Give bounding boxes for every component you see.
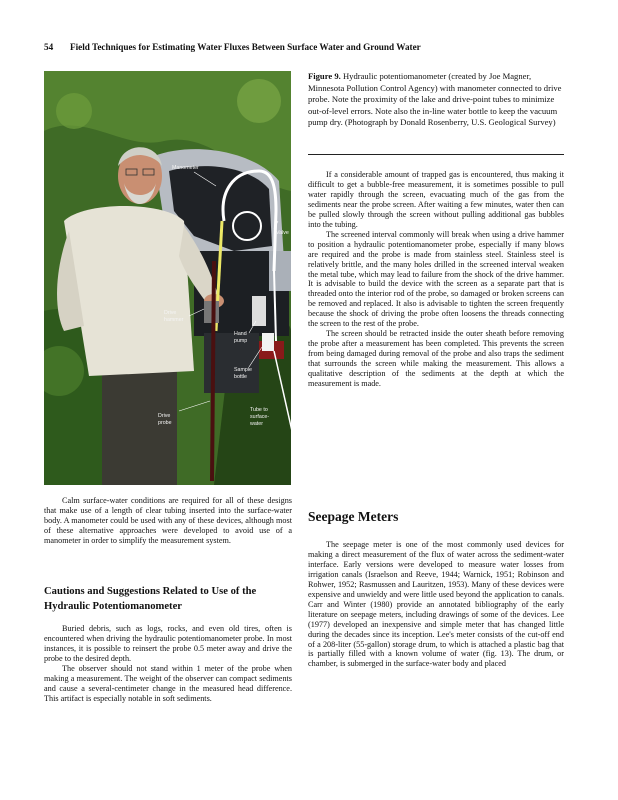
sample-bottle-body (262, 333, 274, 351)
figure-caption-text: Hydraulic potentiomanometer (created by Joe Magner, Minnesota Pollution Control Agency) with manometer connected to drive probe. Note the proximity of the lake and drive-point tubes to minimize out-of-level errors. Note also the in-line water bottle to keep the vacuum pump dry. (Photograph by Donald Rosenberry, U.S. Geological Survey) (308, 71, 562, 128)
paragraph: The seepage meter is one of the most commonly used devices for making a direct measurement of the flux of water across the sediment-water interface. Early versions were developed to measure water losses from irrigation canals (Israelson and Reeve, 1944; Warnick, 1951; Robinson and Rohwer, 1952; Rasmussen and Lauritzen, 1953). Many of these devices were expensive and unwieldy and were little used beyond the application to canals. Carr and Winter (1980) provide an annotated bibliography of the early literature on seepage meters, including drawings of some of the devices. Lee (1977) developed an inexpensive and simple meter that has changed little during the decades since its inception. Lee's meter consists of the cut-off end of a 208-liter (55-gallon) storage drum, to which is attached a plastic bag that is partially filled with a known volume of water (fig. 13). The drum, or chamber, is submerged in the surface-water body and placed (308, 540, 564, 669)
label-tube-1: Tube to (250, 407, 268, 413)
caption-divider (308, 154, 564, 155)
section-heading-seepage-meters: Seepage Meters (308, 509, 399, 524)
label-sample-bottle-1: Sample (234, 367, 252, 373)
paragraph: The screen should be retracted inside the outer sheath before removing the probe after a measurement has been completed. This prevents the screen from being damaged during removal of the probe and also traps the sediment that surrounds the screen while making the measurement. This allows a qualitative description of the sediments at the depth at which the measurement is made. (308, 329, 564, 389)
section-heading-cautions: Cautions and Suggestions Related to Use of the Hydraulic Potentiomanometer (44, 586, 257, 612)
right-column-text (308, 170, 564, 389)
paragraph: If a considerable amount of trapped gas is encountered, thus making it difficult to get a bubble-free measurement, it is sometimes possible to pull water rapidly through the screen, evacuating much of the gas from the sediments near the probe screen. After waiting a few minutes, water then can be pulled slowly through the screen without pulling additional gas bubbles into the tubing. (308, 170, 564, 229)
label-tube-2: surface- (250, 414, 270, 420)
paragraph: Calm surface-water conditions are required for all of these designs that make use of a length of clear tubing inserted into the surface-water body. A manometer could be used with any of these devices, although most of these alternative approaches were developed to avoid use of a manometer in order to simplify the measurement system. (44, 496, 292, 545)
cautions-section-text (44, 624, 292, 704)
hand-pump-body (252, 296, 266, 326)
left-column-intro (44, 496, 292, 546)
label-sample-bottle-2: bottle (234, 374, 247, 380)
running-title: Field Techniques for Estimating Water Fluxes Between Surface Water and Ground Water (70, 42, 421, 52)
label-drive-probe-2: probe (158, 420, 172, 426)
label-valve: Valve (276, 230, 289, 236)
paragraph: The observer should not stand within 1 meter of the probe when making a measurement. The weight of the observer can compact sediments and cause a several-centimeter change in the measured head difference. This artifact is especially notable in soft sediments. (44, 663, 292, 703)
label-drive-hammer-1: Drive (164, 310, 177, 316)
page-number: 54 (44, 42, 54, 52)
label-drive-hammer-2: hammer (164, 317, 184, 323)
label-manometer: Manometer (172, 165, 199, 171)
running-header (44, 42, 421, 52)
figure-photograph (44, 71, 291, 485)
figure-caption (308, 71, 564, 129)
paragraph: Buried debris, such as logs, rocks, and even old tires, often is encountered when driving the hydraulic potentiomanometer probe. In most instances, it is possible to reinsert the probe 0.5 meter away and drive the probe to the desired depth. (44, 624, 292, 663)
label-tube-3: water (250, 421, 263, 427)
label-hand-pump-2: pump (234, 338, 248, 344)
paragraph: The screened interval commonly will break when using a drive hammer to position a hydraulic potentiomanometer probe, especially if many blows are required and the probe is made from stainless steel. Stainless steel is relatively brittle, and the many holes drilled in the screened interval weaken the metal tube, which may lead to failure from the shock of the drive hammer. It is advisable to build the device with the screen as a separate part that is threaded onto the interior rod of the probe, so damaged or broken screens can be removed and replaced. It also is advisable to tighten the screen frequently because the shock of driving the probe often loosens the threads connecting the screen to the rest of the probe. (308, 229, 564, 329)
label-drive-probe-1: Drive (158, 413, 171, 419)
drive-probe-rod (212, 261, 214, 481)
figure-label: Figure 9. (308, 71, 341, 81)
label-hand-pump-1: Hand (234, 331, 247, 337)
seepage-section-text (308, 540, 564, 669)
